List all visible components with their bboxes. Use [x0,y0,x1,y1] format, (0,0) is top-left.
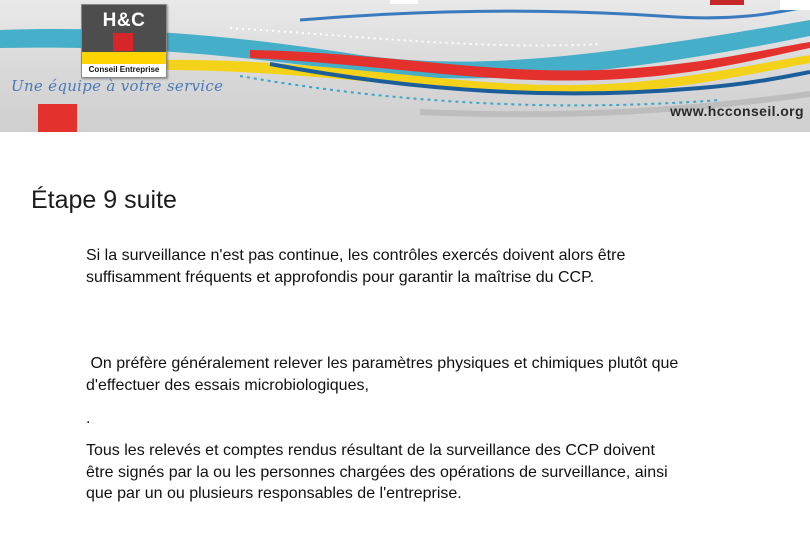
logo-red-square [113,33,133,51]
red-accent-block [38,104,77,132]
slide-title: Étape 9 suite [31,186,177,214]
logo-yellow-band [82,52,166,64]
logo-letters: H&C [102,10,146,31]
paragraph-physical-chemical: On préfère généralement relever les paramètres physiques et chimiques plutôt que d'effectuer des essais microbiologiques, [86,355,683,394]
paragraph-signatures: Tous les relevés et comptes rendus résultant de la surveillance des CCP doivent être signés par la ou les personnes chargées des opérations de surveillance, ainsi que par un ou plusieurs responsables de l'entreprise. [86,442,668,502]
website-url: www.hcconseil.org [670,103,804,119]
tagline: Une équipe à votre service [11,77,224,95]
header-banner [0,0,810,132]
paragraph-dot: . [86,410,91,427]
logo-subtitle: Conseil Entreprise [88,65,160,74]
company-logo [81,4,167,78]
paragraph-continuous-monitoring: Si la surveillance n'est pas continue, les contrôles exercés doivent alors être suffisamment fréquents et approfondis pour garantir la maîtrise du CCP. [86,247,626,286]
